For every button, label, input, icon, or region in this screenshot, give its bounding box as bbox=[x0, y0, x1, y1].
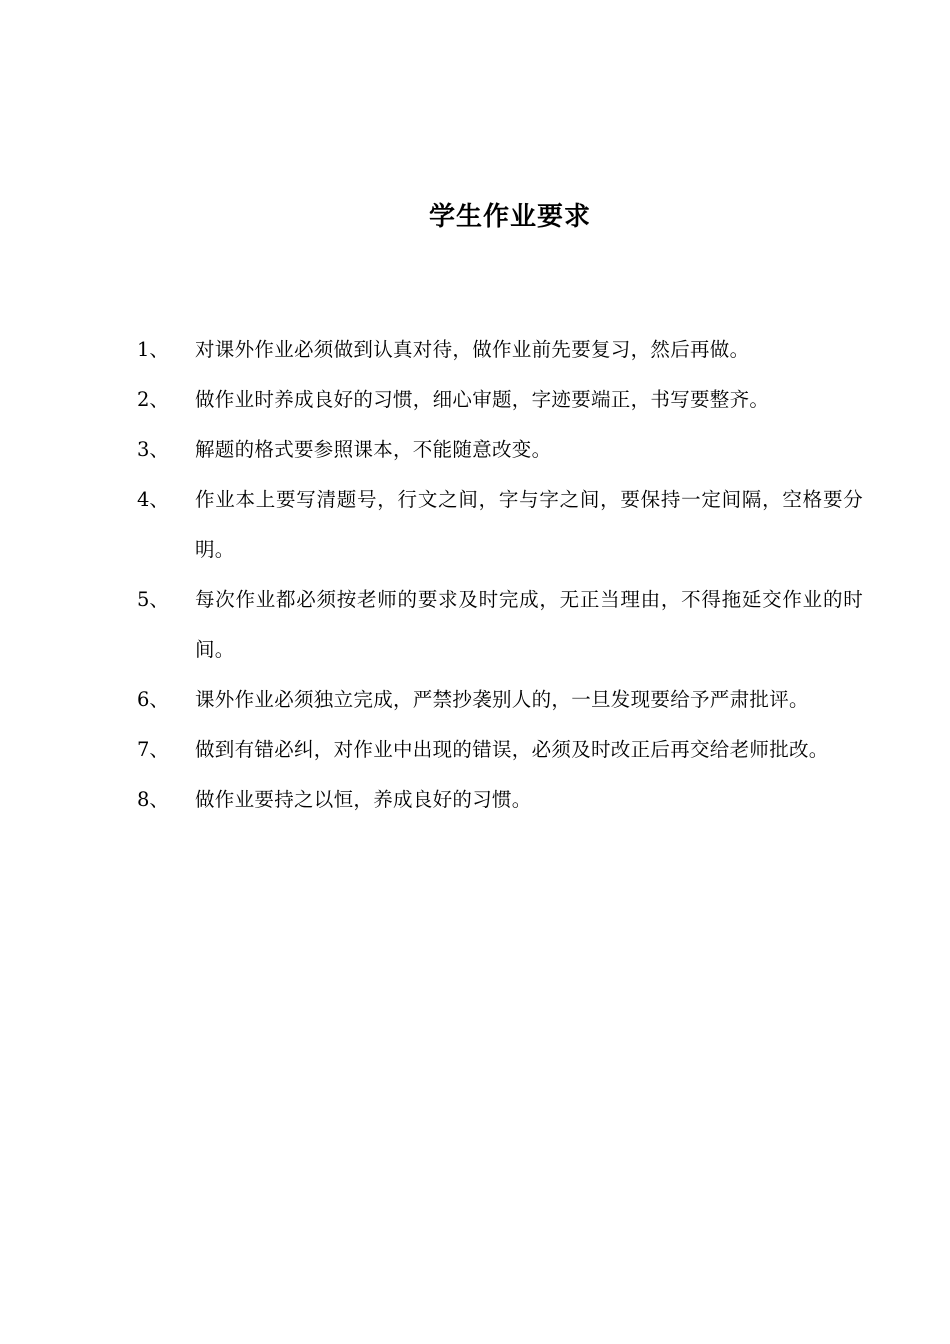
item-number: 8、 bbox=[137, 788, 169, 811]
list-item bbox=[0, 375, 950, 425]
item-text: 做作业时养成良好的习惯，细心审题，字迹要端正，书写要整齐。 bbox=[195, 388, 770, 411]
list-item bbox=[0, 575, 950, 675]
list-item bbox=[0, 725, 950, 775]
item-text: 对课外作业必须做到认真对待，做作业前先要复习，然后再做。 bbox=[195, 338, 750, 361]
item-number: 7、 bbox=[137, 738, 169, 761]
list-item bbox=[0, 475, 950, 575]
item-number: 6、 bbox=[137, 688, 169, 711]
item-number: 2、 bbox=[137, 388, 169, 411]
item-text: 作业本上要写清题号，行文之间，字与字之间，要保持一定间隔，空格要分明。 bbox=[195, 488, 863, 561]
requirements-list bbox=[0, 325, 950, 825]
item-number: 3、 bbox=[137, 438, 169, 461]
list-item bbox=[0, 675, 950, 725]
list-item bbox=[0, 775, 950, 825]
item-text: 做作业要持之以恒，养成良好的习惯。 bbox=[195, 788, 532, 811]
item-number: 4、 bbox=[137, 488, 169, 511]
item-text: 做到有错必纠，对作业中出现的错误，必须及时改正后再交给老师批改。 bbox=[195, 738, 829, 761]
item-text: 课外作业必须独立完成，严禁抄袭别人的，一旦发现要给予严肃批评。 bbox=[195, 688, 809, 711]
list-item bbox=[0, 325, 950, 375]
item-number: 1、 bbox=[137, 338, 169, 361]
document-title: 学生作业要求 bbox=[428, 202, 591, 233]
list-item bbox=[0, 425, 950, 475]
item-text: 每次作业都必须按老师的要求及时完成，无正当理由，不得拖延交作业的时间。 bbox=[195, 588, 863, 661]
item-number: 5、 bbox=[137, 588, 169, 611]
item-text: 解题的格式要参照课本，不能随意改变。 bbox=[195, 438, 552, 461]
